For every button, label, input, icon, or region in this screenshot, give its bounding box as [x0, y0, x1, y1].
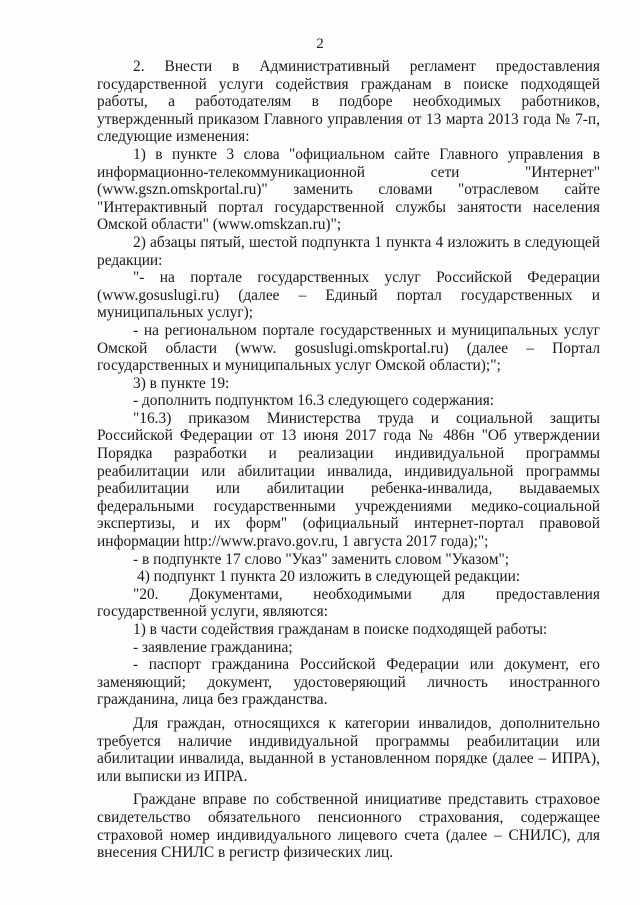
paragraph-snils: Граждане вправе по собственной инициативе представить страховое свидетельство обязательного пенсионного страхования, содержащее страховой номер индивидуального лицевого счета (далее – СНИЛС), для внесения СНИЛС в регистр физических лиц. [97, 791, 600, 862]
paragraph-disabled-citizens: Для граждан, относящихся к категории инвалидов, дополнительно требуется наличие индивидуальной программы реабилитации или абилитации инвалида, выданной в установленном порядке (далее – ИПРА), или выписки из ИПРА. [97, 714, 600, 785]
document-body [97, 58, 600, 862]
paragraph-regional-portal: - на региональном портале государственных и муниципальных услуг Омской области (www. gosuslugi.omskportal.ru) (далее – Портал государственных и муниципальных услуг Омской области);"; [97, 321, 600, 375]
paragraph-subitem-3: 3) в пункте 19: [133, 374, 230, 392]
paragraph-job-search: 1) в части содействия гражданам в поиске подходящей работы: [133, 621, 548, 638]
paragraph-add-subitem: - дополнить подпунктом 16.3 следующего содержания: [133, 392, 495, 410]
paragraph-subitem-2: 2) абзацы пятый, шестой подпункта 1 пункта 4 изложить в следующей редакции: [97, 233, 600, 269]
list-item: - заявление гражданина; [133, 638, 293, 656]
page-number: 2 [316, 36, 324, 52]
paragraph-item-2: 2. Внести в Административный регламент предоставления государственной услуги содействия гражданам в поиске подходящей работы, а работодателям в подборе необходимых работников, утвержденный приказом Главного управления от 13 марта 2013 года № 7-п, следующие изменения: [97, 58, 600, 146]
paragraph-subitem-17: - в подпункте 17 слово "Указ" заменить словом "Указом"; [133, 550, 510, 568]
paragraph-item-20: "20. Документами, необходимыми для предоставления государственной услуги, являются: [97, 585, 600, 621]
paragraph-subitem-1: 1) в пункте 3 слова "официальном сайте Главного управления в информационно-телекоммуникационной сети "Интернет" (www.gszn.omskportal.ru)" заменить словами "отраслевом сайте "Интерактивный портал государственной службы занятости населения Омской области" (www.omskzan.ru)"; [97, 145, 600, 234]
list-item: - паспорт гражданина Российской Федерации или документ, его заменяющий; документ, удостоверяющий личность иностранного гражданина, лица без гражданства. [97, 656, 600, 709]
paragraph-federal-portal: "- на портале государственных услуг Российской Федерации (www.gosuslugi.ru) (далее – Единый портал государственных и муниципальных услуг); [97, 269, 600, 322]
paragraph-subitem-4: 4) подпункт 1 пункта 20 изложить в следующей редакции: [137, 568, 521, 586]
paragraph-subitem-16-3: "16.3) приказом Министерства труда и социальной защиты Российской Федерации от 13 июня 2017 года № 486н "Об утверждении Порядка разработки и реализации индивидуальной программы реабилитации или абилитации инвалида, индивидуальной программы реабилитации или абилитации ребенка-инвалида, выдаваемых федеральными государственными учреждениями медико-социальной экспертизы, и их форм" (официальный интернет-портал правовой информации http://www.pravo.gov.ru, 1 августа 2017 года);"; [97, 409, 600, 551]
